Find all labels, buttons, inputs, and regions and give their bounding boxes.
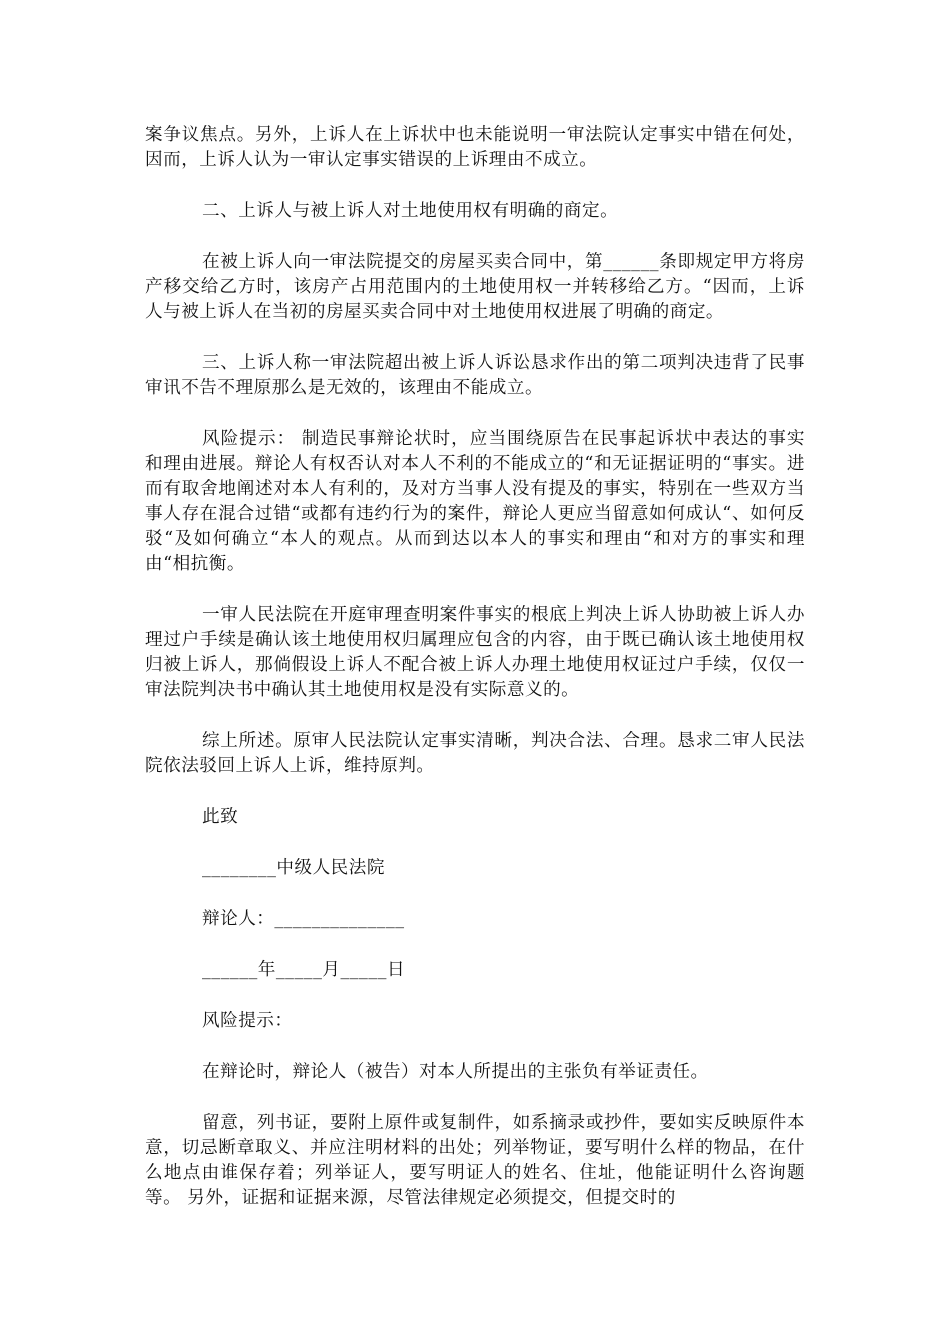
- heading-point-three: 三、上诉人称一审法院超出被上诉人诉讼恳求作出的第二项判决违背了民事审讯不告不理原那么是无效的，该理由不能成立。: [145, 353, 805, 398]
- paragraph-burden-of-proof: 在辩论时，辩论人（被告）对本人所提出的主张负有举证责任。: [202, 1062, 709, 1082]
- paragraph-conclusion: 综上所述。原审人民法院认定事实清晰，判决合法、合理。恳求二审人民法院依法驳回上诉人上诉，维持原判。: [145, 731, 805, 776]
- paragraph-contract-clause: 在被上诉人向一审法院提交的房屋买卖合同中，第______条即规定甲方将房产移交给乙方时，该房产占用范围内的土地使用权一并转移给乙方。“因而，上诉人与被上诉人在当初的房屋买卖合同中对土地使用权进展了明确的商定。: [145, 252, 805, 322]
- paragraph-evidence-notes: 留意，列书证，要附上原件或复制件，如系摘录或抄件，要如实反映原件本意，切忌断章取义、并应注明材料的出处；列举物证，要写明什么样的物品，在什么地点由谁保存着；列举证人，要写明证人的姓名、住址，他能证明什么咨询题等。 另外，证据和证据来源，尽管法律规定必须提交，但提交时的: [145, 1113, 805, 1208]
- document-page: [145, 123, 805, 1211]
- paragraph-first-instance-judgment: 一审人民法院在开庭审理查明案件事实的根底上判决上诉人协助被上诉人办理过户手续是确认该土地使用权归属理应包含的内容，由于既已确认该土地使用权归被上诉人，那倘假设上诉人不配合被上诉人办理土地使用权证过户手续，仅仅一审法院判决书中确认其土地使用权是没有实际意义的。: [145, 605, 805, 700]
- heading-point-two: 二、上诉人与被上诉人对土地使用权有明确的商定。: [202, 201, 619, 221]
- salutation: 此致: [202, 807, 239, 827]
- court-addressee: ________中级人民法院: [202, 858, 385, 878]
- date-line: ______年_____月_____日: [202, 960, 406, 980]
- paragraph-dispute-focus-continued: 案争议焦点。另外，上诉人在上诉状中也未能说明一审法院认定事实中错在何处，因而，上诉人认为一审认定事实错误的上诉理由不成立。: [145, 125, 805, 170]
- respondent-signature: 辩论人：______________: [202, 909, 405, 929]
- paragraph-risk-note-1: 风险提示： 制造民事辩论状时，应当围绕原告在民事起诉状中表达的事实和理由进展。辩论人有权否认对本人不利的不能成立的“和无证据证明的“事实。进而有取舍地阐述对本人有利的，及对方当事人没有提及的事实，特别在一些双方当事人存在混合过错“或都有违约行为的案件，辩论人更应当留意如何成认“、如何反驳“及如何确立“本人的观点。从而到达以本人的事实和理由“和对方的事实和理由“相抗衡。: [145, 429, 805, 574]
- risk-note-heading: 风险提示：: [202, 1011, 293, 1031]
